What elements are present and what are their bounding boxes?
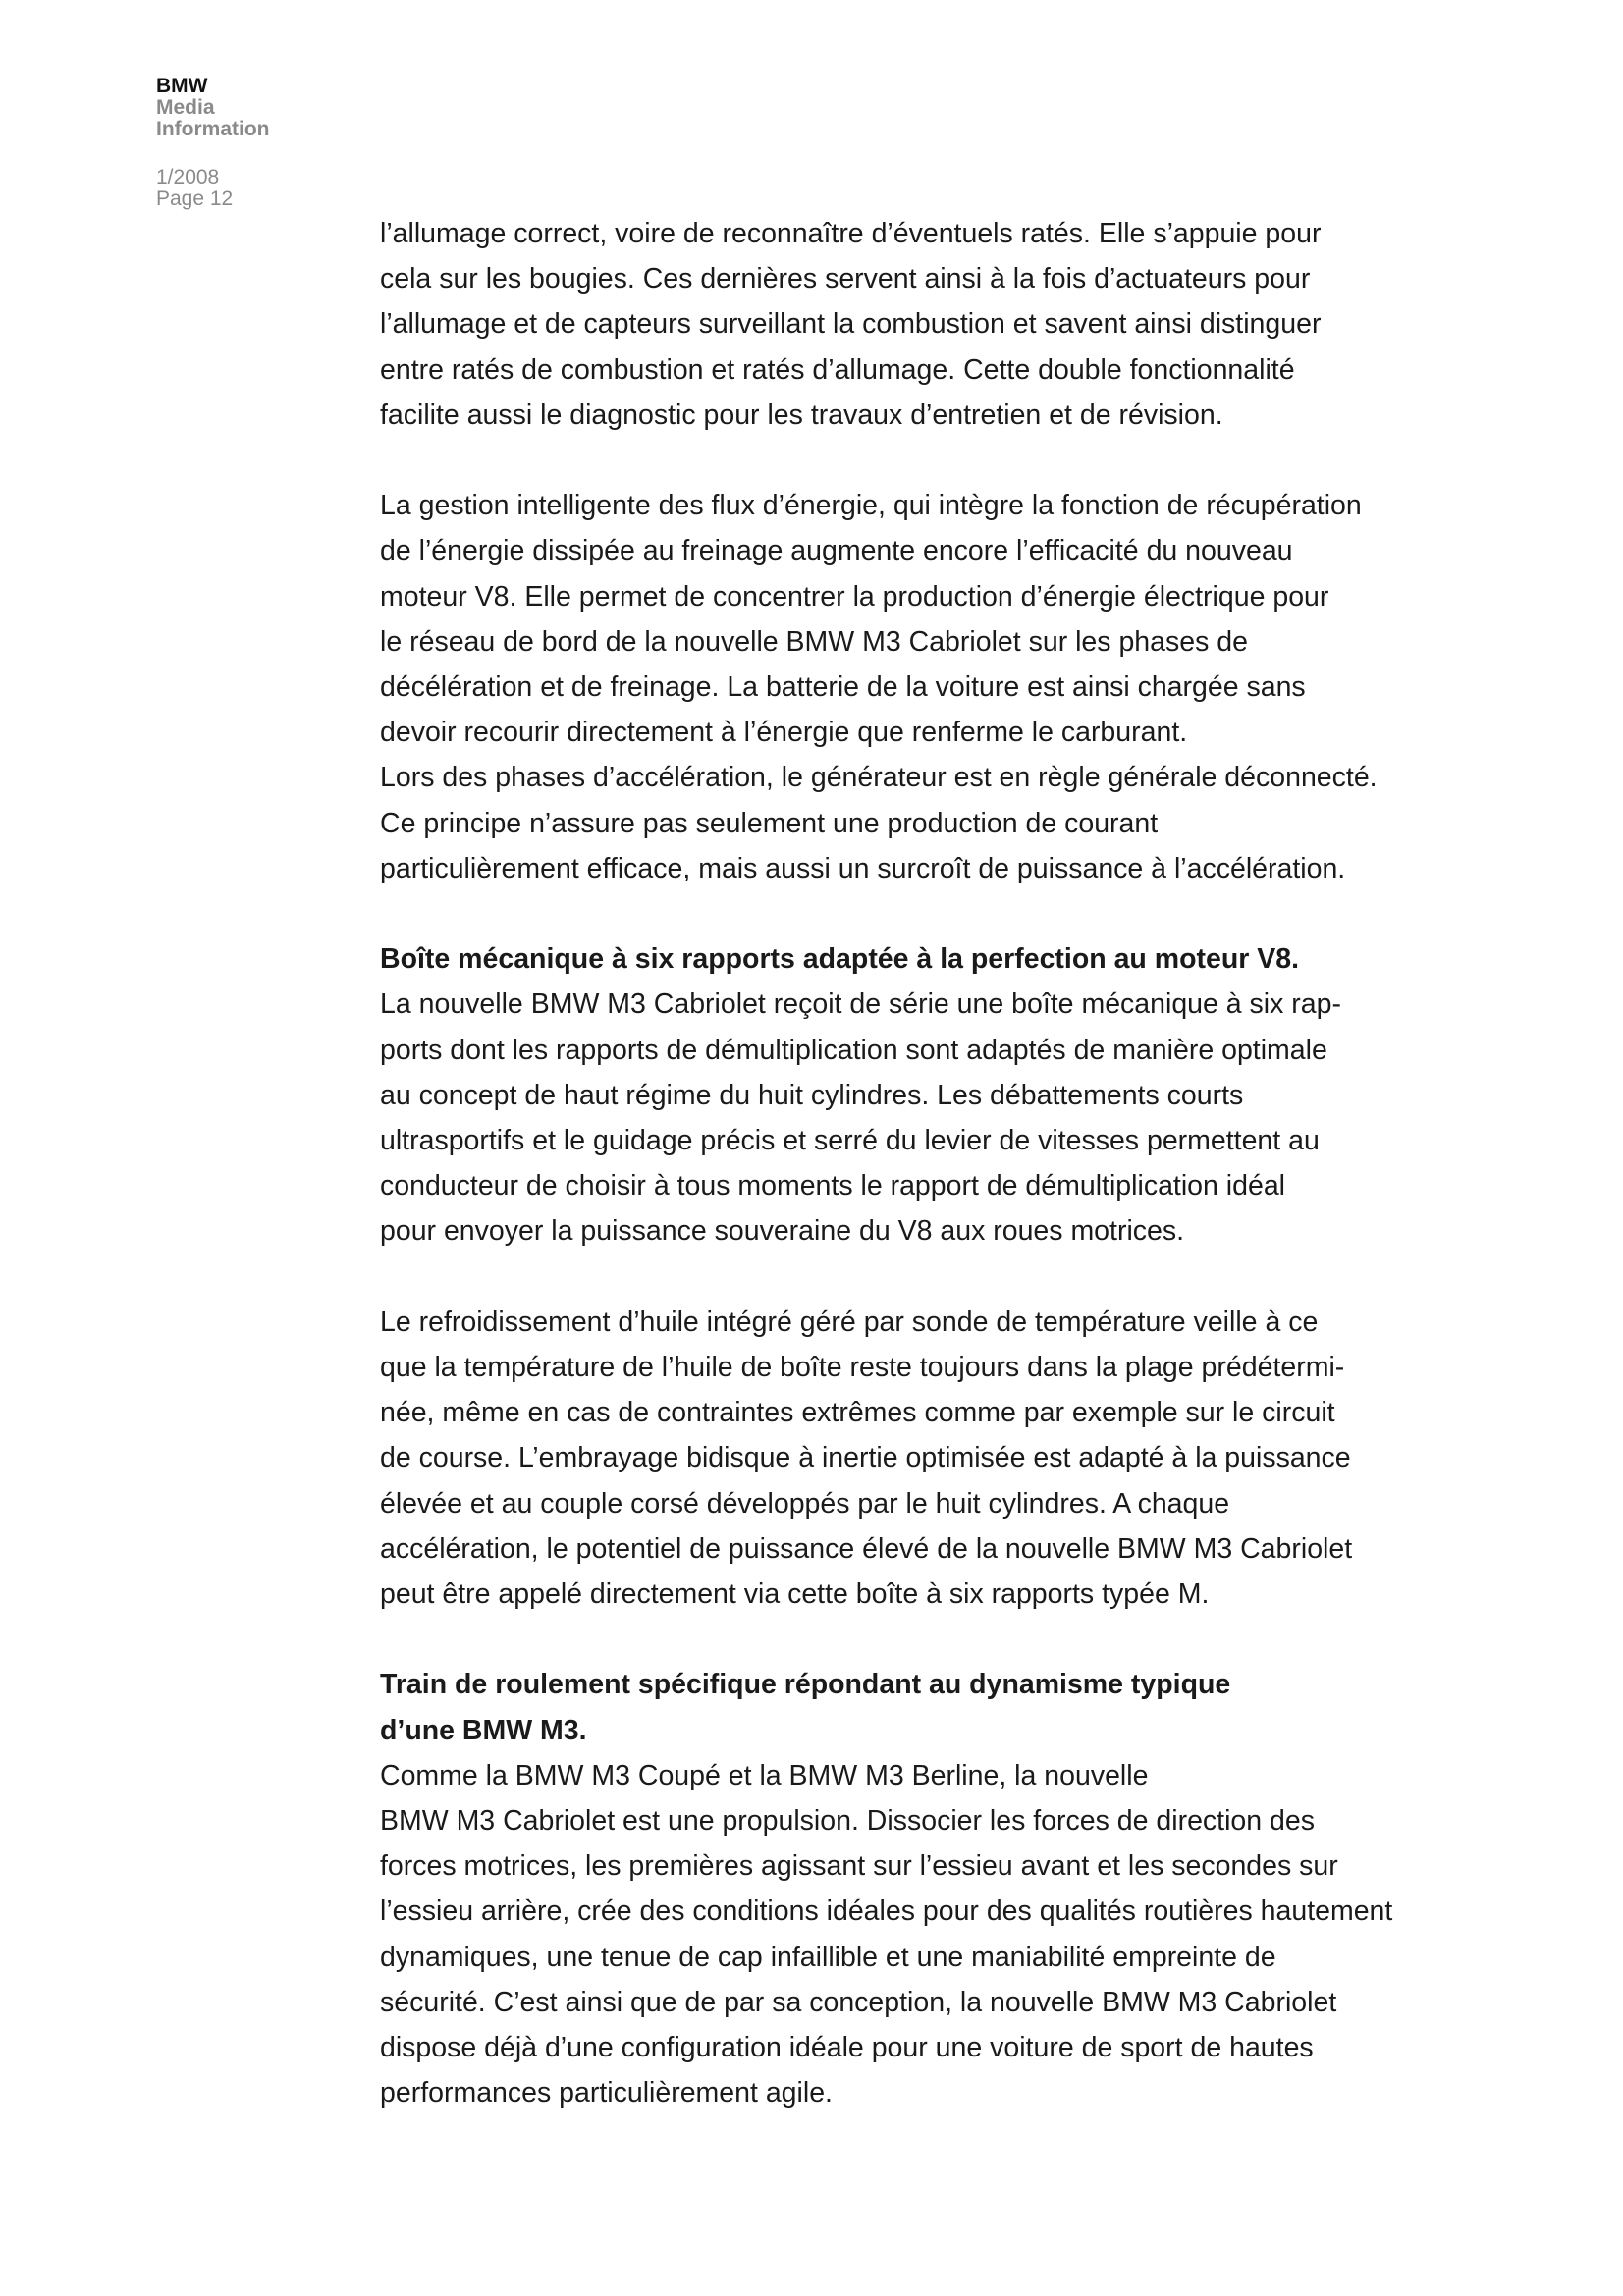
section-heading: [380, 1662, 1435, 1752]
text-line: pour envoyer la puissance souveraine du V8 aux roues motrices.: [380, 1215, 1185, 1248]
text-line: La nouvelle BMW M3 Cabriolet reçoit de série une boîte mécanique à six rap-: [380, 988, 1341, 1021]
paragraph-gap: [380, 1617, 1435, 1662]
text-line: Comme la BMW M3 Coupé et la BMW M3 Berline, la nouvelle: [380, 1759, 1149, 1791]
text-line: peut être appelé directement via cette boîte à six rapports typée M.: [380, 1578, 1210, 1611]
text-line: cela sur les bougies. Ces dernières servent ainsi à la fois d’actuateurs pour: [380, 263, 1311, 295]
text-line: facilite aussi le diagnostic pour les travaux d’entretien et de révision.: [380, 399, 1223, 431]
body-text: [380, 211, 1435, 2115]
text-line: décélération et de freinage. La batterie de la voiture est ainsi chargée sans: [380, 671, 1306, 704]
section-heading: [380, 936, 1435, 982]
text-line: le réseau de bord de la nouvelle BMW M3 Cabriolet sur les phases de: [380, 625, 1248, 658]
paragraph: [380, 1300, 1435, 1617]
text-line: performances particulièrement agile.: [380, 2077, 833, 2109]
text-line: que la température de l’huile de boîte reste toujours dans la plage prédétermi-: [380, 1352, 1345, 1384]
heading-line: Boîte mécanique à six rapports adaptée à la perfection au moteur V8.: [380, 943, 1300, 976]
text-line: entre ratés de combustion et ratés d’allumage. Cette double fonctionnalité: [380, 353, 1295, 386]
paragraph: [380, 211, 1435, 438]
paragraph-gap: [380, 1255, 1435, 1300]
text-line: Le refroidissement d’huile intégré géré par sonde de température veille à ce: [380, 1306, 1319, 1338]
text-line: moteur V8. Elle permet de concentrer la production d’énergie électrique pour: [380, 580, 1329, 613]
brand-name: BMW: [156, 75, 208, 97]
text-line: conducteur de choisir à tous moments le rapport de démultiplication idéal: [380, 1170, 1286, 1202]
text-line: dynamiques, une tenue de cap infaillible et une maniabilité empreinte de: [380, 1941, 1276, 1973]
text-line: Ce principe n’assure pas seulement une production de courant: [380, 807, 1159, 839]
paragraph-gap: [380, 891, 1435, 936]
text-line: forces motrices, les premières agissant sur l’essieu avant et les secondes sur: [380, 1850, 1338, 1883]
brand-information: Information: [156, 118, 270, 140]
text-line: de l’énergie dissipée au freinage augmente encore l’efficacité du nouveau: [380, 535, 1293, 567]
heading-line: Train de roulement spécifique répondant au dynamisme typique: [380, 1669, 1231, 1701]
paragraph: [380, 483, 1435, 891]
text-line: élevée et au couple corsé développés par le huit cylindres. A chaque: [380, 1487, 1230, 1520]
text-line: l’essieu arrière, crée des conditions idéales pour des qualités routières hautement: [380, 1896, 1393, 1928]
brand-media: Media: [156, 96, 215, 119]
paragraph: [380, 982, 1435, 1254]
text-line: l’allumage et de capteurs surveillant la combustion et savent ainsi distinguer: [380, 308, 1322, 341]
text-line: ports dont les rapports de démultiplication sont adaptés de manière optimale: [380, 1034, 1327, 1066]
text-line: devoir recourir directement à l’énergie que renferme le carburant.: [380, 717, 1188, 749]
paragraph-gap: [380, 438, 1435, 483]
text-line: l’allumage correct, voire de reconnaître d’éventuels ratés. Elle s’appuie pour: [380, 218, 1322, 249]
text-line: BMW M3 Cabriolet est une propulsion. Dissocier les forces de direction des: [380, 1805, 1315, 1838]
page-meta: [156, 167, 352, 210]
issue-date: 1/2008: [156, 166, 220, 188]
text-line: sécurité. C’est ainsi que de par sa conception, la nouvelle BMW M3 Cabriolet: [380, 1986, 1337, 2018]
paragraph: [380, 1753, 1435, 2116]
text-line: au concept de haut régime du huit cylindres. Les débattements courts: [380, 1079, 1244, 1111]
text-line: accélération, le potentiel de puissance élevé de la nouvelle BMW M3 Cabriolet: [380, 1532, 1353, 1565]
text-line: née, même en cas de contraintes extrêmes comme par exemple sur le circuit: [380, 1397, 1335, 1429]
text-line: ultrasportifs et le guidage précis et serré du levier de vitesses permettent au: [380, 1125, 1320, 1157]
page-number: Page 12: [156, 187, 234, 210]
text-line: particulièrement efficace, mais aussi un surcroît de puissance à l’accélération.: [380, 852, 1346, 884]
document-header: [156, 76, 352, 210]
brand-block: [156, 76, 352, 140]
text-line: dispose déjà d’une configuration idéale pour une voiture de sport de hautes: [380, 2032, 1314, 2064]
text-line: de course. L’embrayage bidisque à inertie optimisée est adapté à la puissance: [380, 1442, 1351, 1474]
heading-line: d’une BMW M3.: [380, 1714, 587, 1746]
text-line: Lors des phases d’accélération, le générateur est en règle générale déconnecté.: [380, 762, 1378, 794]
text-line: La gestion intelligente des flux d’énergie, qui intègre la fonction de récupération: [380, 490, 1362, 522]
